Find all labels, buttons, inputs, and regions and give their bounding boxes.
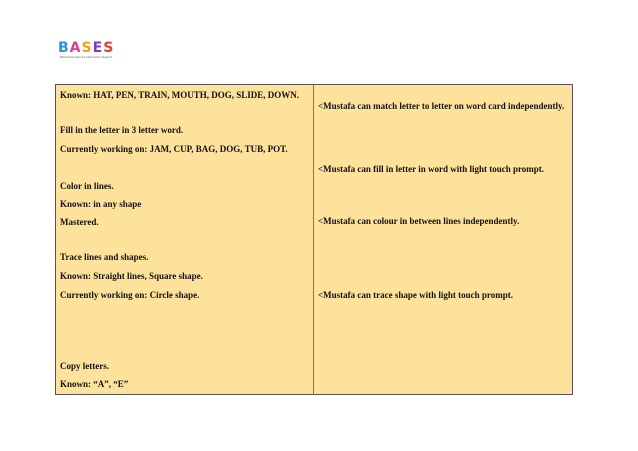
task-trace-shapes: Trace lines and shapes. [60, 252, 149, 262]
bases-logo [58, 41, 124, 63]
colour-note: <Mustafa can colour in between lines independently. [318, 216, 520, 226]
logo-letter: S [103, 40, 115, 56]
task-fill-letter: Fill in the letter in 3 letter word. [60, 125, 184, 135]
fill-letter-working-on: Currently working on: JAM, CUP, BAG, DOG, TUB, POT. [60, 144, 288, 154]
color-mastered: Mastered. [60, 217, 99, 227]
trace-note: <Mustafa can trace shape with light touch prompt. [318, 290, 513, 300]
color-known: Known: in any shape [60, 199, 142, 209]
progress-table [55, 84, 573, 395]
column-divider [313, 85, 314, 394]
copy-letters-known: Known: “A”, “E” [60, 379, 129, 389]
task-color-lines: Color in lines. [60, 181, 114, 191]
logo-letter: B [58, 40, 70, 56]
logo-letter: S [81, 40, 93, 56]
trace-working-on: Currently working on: Circle shape. [60, 290, 200, 300]
fill-letter-note: <Mustafa can fill in letter in word with light touch prompt. [318, 164, 545, 174]
logo-letter: A [69, 40, 82, 56]
logo-letter: E [92, 40, 104, 56]
task-copy-letters: Copy letters. [60, 361, 109, 371]
logo-tagline: Behavioral Learning Intervention Support [60, 56, 112, 59]
known-words-text: Known: HAT, PEN, TRAIN, MOUTH, DOG, SLIDE, DOWN. [60, 90, 300, 100]
match-letter-note: <Mustafa can match letter to letter on word card independently. [318, 101, 565, 111]
logo-wordmark [58, 41, 114, 55]
trace-known: Known: Straight lines, Square shape. [60, 271, 203, 281]
